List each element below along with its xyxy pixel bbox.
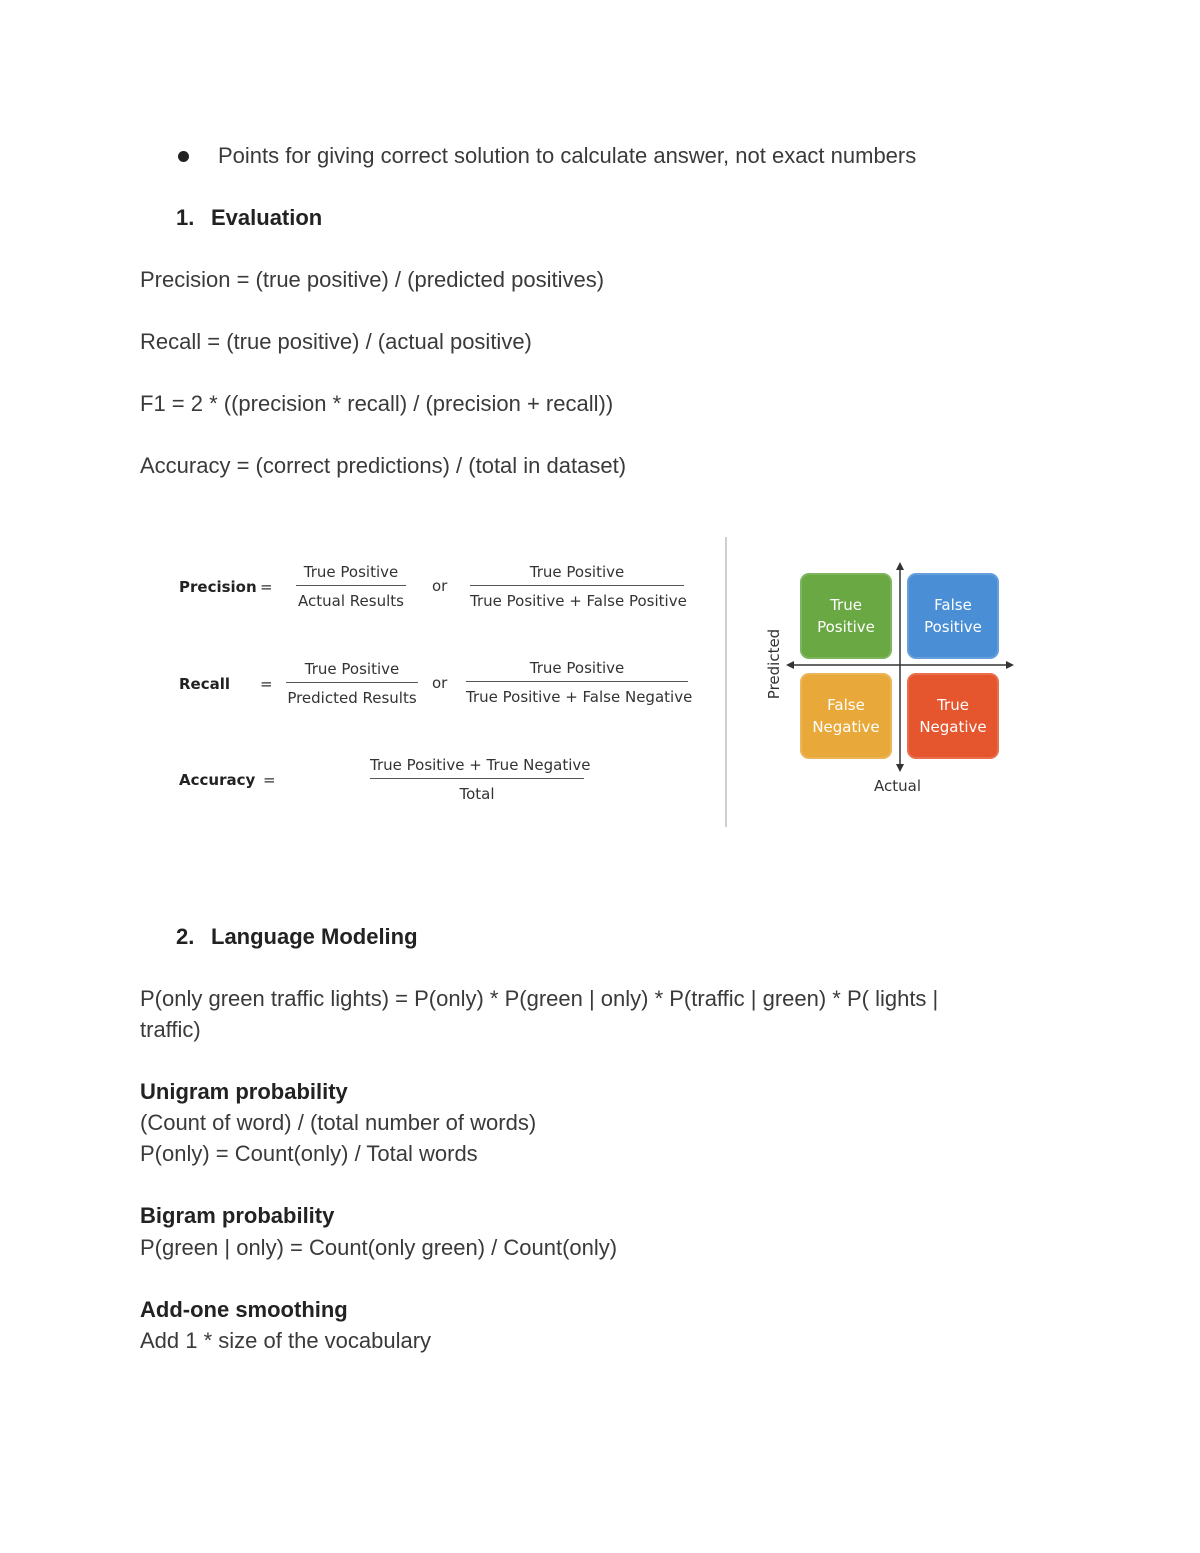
- fig-recall-frac1-den: Predicted Results: [287, 689, 417, 707]
- matrix-y-axis-label: Predicted: [765, 628, 783, 700]
- cell-line2: Negative: [812, 718, 880, 736]
- fig-precision-label: Precision: [179, 578, 257, 596]
- section1-title: Evaluation: [211, 205, 323, 230]
- lm-formula-line1: P(only green traffic lights) = P(only) * P(green | only) * P(traffic | green) * P( lights |: [140, 986, 939, 1011]
- fig-recall-frac2-den: True Positive + False Negative: [466, 688, 693, 706]
- fig-recall-or: or: [432, 674, 448, 692]
- fig-accuracy-fraction: [370, 756, 591, 803]
- fig-recall-frac1-num: True Positive: [304, 660, 400, 678]
- fig-precision-frac1-num: True Positive: [303, 563, 399, 581]
- section2-number: 2.: [176, 924, 195, 949]
- fig-precision-frac2-num: True Positive: [529, 563, 625, 581]
- bigram-line1: P(green | only) = Count(only green) / Count(only): [140, 1235, 618, 1260]
- fig-recall-fraction-2: [466, 659, 693, 706]
- cell-line1: True: [830, 596, 862, 614]
- cell-line1: False: [827, 696, 865, 714]
- figure-divider: [725, 537, 727, 827]
- lm-formula-line2: traffic): [140, 1017, 201, 1042]
- cell-line2: Negative: [919, 718, 987, 736]
- section1-number: 1.: [176, 205, 195, 230]
- fig-recall-fraction-1: [286, 660, 418, 707]
- unigram-line1: (Count of word) / (total number of words): [140, 1110, 537, 1135]
- unigram-heading: Unigram probability: [140, 1079, 348, 1104]
- fig-accuracy-frac-den: Total: [459, 785, 495, 803]
- recall-formula: Recall = (true positive) / (actual positive): [140, 329, 532, 354]
- fig-precision-equals: =: [260, 578, 273, 596]
- false-positive-cell: [907, 573, 999, 659]
- cell-line2: Positive: [817, 618, 875, 636]
- true-negative-cell: [907, 673, 999, 759]
- bullet-dot-icon: [178, 151, 189, 162]
- fig-precision-or: or: [432, 577, 448, 595]
- addone-line1: Add 1 * size of the vocabulary: [140, 1328, 432, 1353]
- precision-formula: Precision = (true positive) / (predicted positives): [140, 267, 605, 292]
- fig-precision-fraction-1: [296, 563, 406, 610]
- matrix-x-axis-label: Actual: [874, 777, 921, 795]
- addone-heading: Add-one smoothing: [140, 1297, 348, 1322]
- fig-recall-label: Recall: [179, 675, 231, 693]
- false-negative-cell: [800, 673, 892, 759]
- fig-precision-frac1-den: Actual Results: [298, 592, 404, 610]
- fig-recall-equals: =: [260, 675, 273, 693]
- cell-line1: False: [934, 596, 972, 614]
- fig-precision-frac2-den: True Positive + False Positive: [470, 592, 687, 610]
- accuracy-formula: Accuracy = (correct predictions) / (total in dataset): [140, 453, 627, 478]
- fig-accuracy-equals: =: [263, 771, 276, 789]
- cell-line1: True: [937, 696, 969, 714]
- f1-formula: F1 = 2 * ((precision * recall) / (precision + recall)): [140, 391, 614, 416]
- fig-accuracy-label: Accuracy: [179, 771, 256, 789]
- bullet-text: Points for giving correct solution to calculate answer, not exact numbers: [218, 143, 917, 168]
- section2-title: Language Modeling: [211, 924, 418, 949]
- bigram-heading: Bigram probability: [140, 1203, 335, 1228]
- true-positive-cell: [800, 573, 892, 659]
- fig-accuracy-frac-num: True Positive + True Negative: [370, 756, 591, 774]
- cell-line2: Positive: [924, 618, 982, 636]
- fig-precision-fraction-2: [470, 563, 687, 610]
- unigram-line2: P(only) = Count(only) / Total words: [140, 1141, 478, 1166]
- fig-recall-frac2-num: True Positive: [529, 659, 625, 677]
